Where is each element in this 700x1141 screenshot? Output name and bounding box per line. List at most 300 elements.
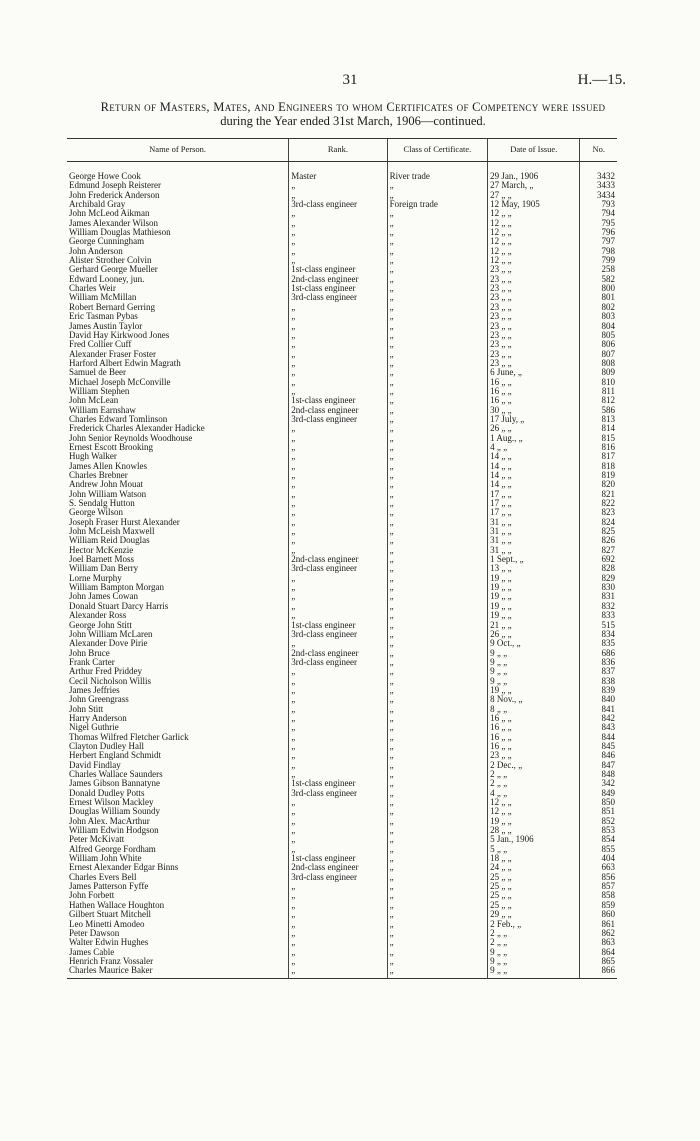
- cell-date: 31 „ „: [488, 527, 580, 536]
- cell-name: Hugh Walker: [69, 452, 117, 462]
- cell-rank: „: [289, 929, 387, 938]
- page-number: 31: [342, 72, 358, 88]
- table-row: [67, 574, 617, 583]
- cell-name: Nigel Guthrie: [69, 723, 119, 733]
- cell-no: 809: [580, 368, 617, 377]
- cell-class: „: [387, 424, 487, 433]
- cell-rank: „: [289, 695, 387, 704]
- cell-class: „: [387, 256, 487, 265]
- table-row: [67, 957, 617, 966]
- cell-class: „: [387, 322, 487, 331]
- cell-name: Joseph Fraser Hurst Alexander: [69, 517, 180, 527]
- cell-date: 9 „ „: [488, 677, 580, 686]
- table-row: [67, 667, 617, 676]
- cell-rank: 2nd-class engineer: [289, 406, 387, 415]
- cell-class: „: [387, 191, 487, 200]
- cell-no: 844: [580, 733, 617, 742]
- table-row: [67, 462, 617, 471]
- table-row: [67, 359, 617, 368]
- table-row: [67, 415, 617, 424]
- cell-name: William McMillan: [69, 293, 137, 303]
- cell-rank: „: [289, 723, 387, 732]
- cell-no: 686: [580, 649, 617, 658]
- cell-no: 850: [580, 798, 617, 807]
- cell-date: 19 „ „: [488, 686, 580, 695]
- column-header-class: Class of Certificate.: [387, 139, 487, 162]
- cell-no: 582: [580, 275, 617, 284]
- cell-name: S. Sendalg Hutton: [69, 499, 135, 509]
- cell-no: 842: [580, 714, 617, 723]
- cell-name: Samuel de Beer: [69, 368, 126, 378]
- table-row: [67, 920, 617, 929]
- cell-class: „: [387, 863, 487, 872]
- table-row: [67, 284, 617, 293]
- table-row: [67, 873, 617, 882]
- table-row: [67, 938, 617, 947]
- cell-class: „: [387, 284, 487, 293]
- cell-name: George Wilson: [69, 508, 124, 518]
- cell-no: 404: [580, 854, 617, 863]
- cell-date: 23 „ „: [488, 275, 580, 284]
- table-row: [67, 518, 617, 527]
- cell-no: 801: [580, 293, 617, 302]
- table-row: [67, 275, 617, 284]
- cell-name: Ernest Alexander Edgar Binns: [69, 863, 179, 873]
- cell-no: 848: [580, 770, 617, 779]
- cell-class: „: [387, 611, 487, 620]
- cell-class: „: [387, 705, 487, 714]
- cell-class: „: [387, 742, 487, 751]
- cell-no: 813: [580, 415, 617, 424]
- cell-date: 25 „ „: [488, 882, 580, 891]
- cell-date: 23 „ „: [488, 331, 580, 340]
- cell-rank: „: [289, 882, 387, 891]
- cell-date: 31 „ „: [488, 518, 580, 527]
- cell-rank: „: [289, 368, 387, 377]
- cell-no: 824: [580, 518, 617, 527]
- cell-name: Leo Minetti Amodeo: [69, 919, 145, 929]
- cell-no: 805: [580, 331, 617, 340]
- table-row: [67, 247, 617, 256]
- cell-no: 841: [580, 705, 617, 714]
- cell-rank: „: [289, 471, 387, 480]
- cell-rank: „: [289, 462, 387, 471]
- cell-class: „: [387, 779, 487, 788]
- cell-rank: „: [289, 574, 387, 583]
- cell-rank: „: [289, 948, 387, 957]
- cell-name: John William McLaren: [69, 629, 153, 639]
- cell-date: 25 „ „: [488, 873, 580, 882]
- cell-name: John Senior Reynolds Woodhouse: [69, 433, 193, 443]
- cell-rank: „: [289, 742, 387, 751]
- cell-class: „: [387, 508, 487, 517]
- cell-name: Frederick Charles Alexander Hadicke: [69, 424, 205, 434]
- cell-no: 847: [580, 761, 617, 770]
- cell-rank: „: [289, 583, 387, 592]
- cell-name: James Austin Taylor: [69, 321, 143, 331]
- cell-no: 804: [580, 322, 617, 331]
- cell-name: John Bruce: [69, 648, 110, 658]
- cell-rank: „: [289, 312, 387, 321]
- cell-date: 13 „ „: [488, 564, 580, 573]
- cell-date: 12 „ „: [488, 247, 580, 256]
- cell-date: 19 „ „: [488, 592, 580, 601]
- table-row: [67, 649, 617, 658]
- cell-rank: 1st-class engineer: [289, 265, 387, 274]
- table-row: [67, 350, 617, 359]
- table-row: [67, 368, 617, 377]
- cell-class: „: [387, 686, 487, 695]
- title-line-2: during the Year ended 31st March, 1906—continued.: [220, 114, 486, 128]
- cell-name: Charles Edward Tomlinson: [69, 414, 168, 424]
- cell-no: 802: [580, 303, 617, 312]
- cell-name: William Douglas Mathieson: [69, 228, 171, 238]
- table-row: [67, 471, 617, 480]
- cell-no: 834: [580, 630, 617, 639]
- certificates-table: [67, 138, 617, 981]
- cell-rank: „: [289, 938, 387, 947]
- cell-date: 17 „ „: [488, 499, 580, 508]
- table-row: [67, 845, 617, 854]
- table-row: [67, 761, 617, 770]
- cell-class: „: [387, 948, 487, 957]
- cell-date: 5 „ „: [488, 845, 580, 854]
- cell-no: 833: [580, 611, 617, 620]
- cell-date: 17 July, „: [488, 415, 580, 424]
- cell-date: 14 „ „: [488, 452, 580, 461]
- cell-rank: „: [289, 228, 387, 237]
- return-title: [68, 100, 638, 128]
- cell-date: 23 „ „: [488, 303, 580, 312]
- cell-name: Hector McKenzie: [69, 545, 134, 555]
- cell-no: 839: [580, 686, 617, 695]
- table-row: [67, 181, 617, 190]
- cell-class: „: [387, 396, 487, 405]
- cell-date: 27 March, „: [488, 181, 580, 190]
- cell-class: „: [387, 957, 487, 966]
- cell-no: 515: [580, 621, 617, 630]
- table-row: [67, 564, 617, 573]
- cell-name: Peter Dawson: [69, 928, 120, 938]
- cell-no: 838: [580, 677, 617, 686]
- cell-name: Henrich Franz Vossaler: [69, 956, 154, 966]
- cell-name: Frank Carter: [69, 657, 115, 667]
- cell-date: 23 „ „: [488, 322, 580, 331]
- cell-name: Charles Maurice Baker: [69, 966, 153, 976]
- cell-class: „: [387, 490, 487, 499]
- table-row: [67, 723, 617, 732]
- cell-rank: 2nd-class engineer: [289, 863, 387, 872]
- cell-name: John Frederick Anderson: [69, 190, 160, 200]
- table-row: [67, 322, 617, 331]
- cell-date: 23 „ „: [488, 293, 580, 302]
- cell-class: „: [387, 237, 487, 246]
- table-row: [67, 826, 617, 835]
- cell-class: „: [387, 677, 487, 686]
- cell-name: Joel Barnett Moss: [69, 555, 134, 565]
- cell-date: 19 „ „: [488, 574, 580, 583]
- cell-name: William John White: [69, 854, 142, 864]
- cell-class: „: [387, 938, 487, 947]
- table-row: [67, 733, 617, 742]
- cell-date: 9 „ „: [488, 966, 580, 978]
- cell-no: 856: [580, 873, 617, 882]
- cell-date: 2 „ „: [488, 938, 580, 947]
- cell-rank: „: [289, 303, 387, 312]
- cell-no: 803: [580, 312, 617, 321]
- cell-no: 866: [580, 966, 617, 978]
- cell-name: John Stitt: [69, 704, 104, 714]
- cell-rank: „: [289, 434, 387, 443]
- cell-class: „: [387, 406, 487, 415]
- cell-date: 9 „ „: [488, 948, 580, 957]
- cell-class: „: [387, 826, 487, 835]
- table-row: [67, 237, 617, 246]
- cell-class: „: [387, 667, 487, 676]
- table-row: [67, 536, 617, 545]
- cell-name: George John Stitt: [69, 620, 132, 630]
- table-row: [67, 434, 617, 443]
- cell-date: 27 „ „: [488, 191, 580, 200]
- cell-name: John Greengrass: [69, 695, 129, 705]
- cell-no: 799: [580, 256, 617, 265]
- cell-date: 12 „ „: [488, 219, 580, 228]
- cell-class: „: [387, 630, 487, 639]
- table-row: [67, 789, 617, 798]
- cell-name: James Gibson Bannatyne: [69, 779, 160, 789]
- cell-class: „: [387, 789, 487, 798]
- cell-date: 2 „ „: [488, 779, 580, 788]
- cell-no: 258: [580, 265, 617, 274]
- cell-date: 26 „ „: [488, 630, 580, 639]
- cell-rank: 3rd-class engineer: [289, 200, 387, 209]
- cell-class: „: [387, 723, 487, 732]
- cell-no: 849: [580, 789, 617, 798]
- table-row: [67, 293, 617, 302]
- table-row: [67, 854, 617, 863]
- cell-no: 827: [580, 546, 617, 555]
- cell-no: 855: [580, 845, 617, 854]
- cell-no: 830: [580, 583, 617, 592]
- cell-no: 817: [580, 452, 617, 461]
- cell-rank: „: [289, 677, 387, 686]
- table-row: [67, 948, 617, 957]
- cell-name: Charles Weir: [69, 284, 116, 294]
- cell-name: Peter McKivatt: [69, 835, 125, 845]
- cell-name: Herbert England Schmidt: [69, 751, 161, 761]
- cell-no: 794: [580, 209, 617, 218]
- cell-no: 863: [580, 938, 617, 947]
- table-row: [67, 555, 617, 564]
- cell-date: 16 „ „: [488, 742, 580, 751]
- cell-class: „: [387, 751, 487, 760]
- cell-class: „: [387, 181, 487, 190]
- cell-class: „: [387, 209, 487, 218]
- cell-no: 663: [580, 863, 617, 872]
- cell-name: Gerhard George Mueller: [69, 265, 158, 275]
- table-row: [67, 910, 617, 919]
- table-row: [67, 835, 617, 844]
- table-row: [67, 882, 617, 891]
- cell-class: „: [387, 873, 487, 882]
- cell-no: 811: [580, 387, 617, 396]
- cell-rank: 1st-class engineer: [289, 621, 387, 630]
- cell-rank: „: [289, 807, 387, 816]
- cell-name: Alexander Fraser Foster: [69, 349, 156, 359]
- cell-name: Douglas William Soundy: [69, 807, 160, 817]
- cell-rank: „: [289, 350, 387, 359]
- cell-name: Clayton Dudley Hall: [69, 741, 144, 751]
- cell-name: Alexander Ross: [69, 611, 127, 621]
- cell-class: „: [387, 854, 487, 863]
- cell-class: „: [387, 368, 487, 377]
- cell-rank: 3rd-class engineer: [289, 658, 387, 667]
- cell-class: „: [387, 228, 487, 237]
- table-row: [67, 191, 617, 200]
- cell-name: Alexander Dove Pirie: [69, 639, 148, 649]
- cell-date: 19 „ „: [488, 817, 580, 826]
- cell-no: 854: [580, 835, 617, 844]
- cell-rank: 1st-class engineer: [289, 396, 387, 405]
- cell-no: 845: [580, 742, 617, 751]
- cell-rank: „: [289, 957, 387, 966]
- cell-no: 815: [580, 434, 617, 443]
- cell-name: James Alexander Wilson: [69, 218, 158, 228]
- cell-class: „: [387, 649, 487, 658]
- cell-class: „: [387, 480, 487, 489]
- table-row: [67, 901, 617, 910]
- cell-rank: 2nd-class engineer: [289, 649, 387, 658]
- cell-rank: 3rd-class engineer: [289, 873, 387, 882]
- cell-no: 793: [580, 200, 617, 209]
- cell-name: William Stephen: [69, 386, 130, 396]
- cell-class: „: [387, 331, 487, 340]
- cell-name: James Patterson Fyffe: [69, 882, 149, 892]
- cell-date: 16 „ „: [488, 733, 580, 742]
- table-row: [67, 219, 617, 228]
- cell-class: „: [387, 527, 487, 536]
- cell-rank: „: [289, 817, 387, 826]
- cell-rank: „: [289, 378, 387, 387]
- table-row: [67, 751, 617, 760]
- cell-date: 12 „ „: [488, 228, 580, 237]
- cell-rank: „: [289, 424, 387, 433]
- cell-class: „: [387, 574, 487, 583]
- cell-no: 826: [580, 536, 617, 545]
- cell-rank: „: [289, 826, 387, 835]
- cell-date: 19 „ „: [488, 611, 580, 620]
- cell-date: 21 „ „: [488, 621, 580, 630]
- cell-rank: 1st-class engineer: [289, 779, 387, 788]
- cell-date: 1 Aug., „: [488, 434, 580, 443]
- cell-date: 9 „ „: [488, 649, 580, 658]
- cell-rank: „: [289, 602, 387, 611]
- cell-class: „: [387, 592, 487, 601]
- cell-name: Donald Dudley Potts: [69, 788, 145, 798]
- cell-name: John Anderson: [69, 246, 123, 256]
- column-header-no: No.: [580, 139, 617, 162]
- cell-rank: „: [289, 452, 387, 461]
- cell-name: Lorne Murphy: [69, 573, 122, 583]
- cell-class: „: [387, 639, 487, 648]
- cell-no: 857: [580, 882, 617, 891]
- cell-date: 12 „ „: [488, 209, 580, 218]
- table-row: [67, 228, 617, 237]
- table-row: [67, 658, 617, 667]
- column-header-rank: Rank.: [289, 139, 387, 162]
- cell-rank: „: [289, 499, 387, 508]
- table-row: [67, 695, 617, 704]
- cell-date: 29 Jan., 1906: [488, 162, 580, 182]
- cell-date: 12 „ „: [488, 798, 580, 807]
- table-row: [67, 807, 617, 816]
- cell-date: 17 „ „: [488, 490, 580, 499]
- table-row: [67, 602, 617, 611]
- cell-rank: „: [289, 191, 387, 200]
- cell-date: 2 Dec., „: [488, 761, 580, 770]
- cell-rank: „: [289, 443, 387, 452]
- cell-class: „: [387, 658, 487, 667]
- table-row: [67, 527, 617, 536]
- cell-name: William Bampton Morgan: [69, 583, 164, 593]
- cell-date: 23 „ „: [488, 312, 580, 321]
- cell-class: „: [387, 293, 487, 302]
- cell-date: 16 „ „: [488, 714, 580, 723]
- table-row: [67, 611, 617, 620]
- cell-class: „: [387, 499, 487, 508]
- cell-name: Alister Strother Colvin: [69, 256, 152, 266]
- cell-date: 4 „ „: [488, 789, 580, 798]
- table-row: [67, 331, 617, 340]
- cell-rank: 1st-class engineer: [289, 284, 387, 293]
- cell-date: 23 „ „: [488, 751, 580, 760]
- cell-date: 26 „ „: [488, 424, 580, 433]
- table-row: [67, 630, 617, 639]
- cell-rank: „: [289, 705, 387, 714]
- cell-name: John McLean: [69, 396, 119, 406]
- cell-no: 814: [580, 424, 617, 433]
- cell-date: 8 Nov., „: [488, 695, 580, 704]
- cell-date: 8 „ „: [488, 705, 580, 714]
- cell-no: 3434: [580, 191, 617, 200]
- cell-name: John William Watson: [69, 489, 147, 499]
- cell-class: „: [387, 415, 487, 424]
- cell-date: 12 „ „: [488, 237, 580, 246]
- table-row: [67, 406, 617, 415]
- cell-rank: „: [289, 359, 387, 368]
- cell-date: 9 Oct., „: [488, 639, 580, 648]
- cell-name: Charles Evers Bell: [69, 872, 137, 882]
- cell-name: James Jeffries: [69, 685, 120, 695]
- cell-name: James Allen Knowles: [69, 461, 147, 471]
- cell-no: 800: [580, 284, 617, 293]
- cell-date: 16 „ „: [488, 396, 580, 405]
- table-row: [67, 592, 617, 601]
- cell-no: 825: [580, 527, 617, 536]
- cell-date: 1 Sept., „: [488, 555, 580, 564]
- cell-no: 861: [580, 920, 617, 929]
- cell-date: 31 „ „: [488, 546, 580, 555]
- cell-name: Robert Bernard Gerring: [69, 302, 155, 312]
- cell-date: 25 „ „: [488, 901, 580, 910]
- cell-date: 23 „ „: [488, 359, 580, 368]
- cell-no: 818: [580, 462, 617, 471]
- cell-class: „: [387, 471, 487, 480]
- cell-name: David Findlay: [69, 760, 121, 770]
- cell-class: „: [387, 929, 487, 938]
- table-row: [67, 966, 617, 978]
- cell-class: „: [387, 798, 487, 807]
